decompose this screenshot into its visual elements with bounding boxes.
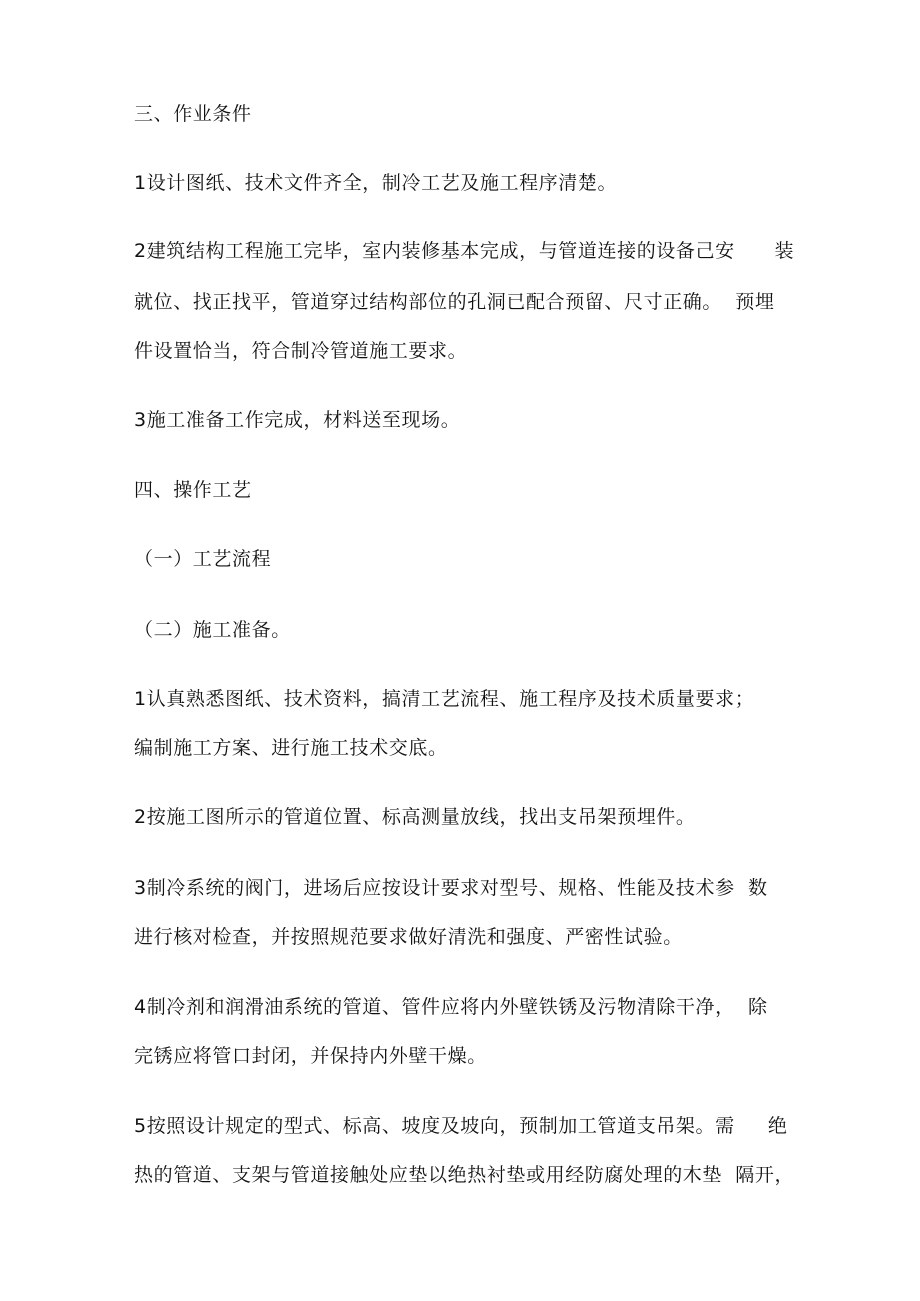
- paragraph-line: 2按施工图所示的管道位置、标高测量放线，找出支吊架预埋件。: [134, 806, 696, 828]
- paragraph-line: 4制冷剂和润滑油系统的管道、管件应将内外壁铁锈及污物清除干净， 除: [134, 996, 768, 1018]
- section-heading-work-conditions: 三、作业条件: [134, 103, 252, 125]
- paragraph-line: 1认真熟悉图纸、技术资料，搞清工艺流程、施工程序及技术质量要求；: [134, 688, 755, 710]
- paragraph-line: 完锈应将管口封闭，并保持内外壁干燥。: [134, 1045, 487, 1067]
- paragraph-line: 3制冷系统的阀门，进场后应按设计要求对型号、规格、性能及技术参 数: [134, 877, 768, 899]
- paragraph-line: 3施工准备工作完成，材料送至现场。: [134, 409, 461, 431]
- subsection-heading-process-flow: （一）工艺流程: [134, 548, 272, 570]
- paragraph-line: 进行核对检查，并按照规范要求做好清洗和强度、严密性试验。: [134, 926, 683, 948]
- section-heading-operation-process: 四、操作工艺: [134, 479, 252, 501]
- paragraph-line: 就位、找正找平，管道穿过结构部位的孔洞已配合预留、尺寸正确。 预埋: [134, 291, 775, 313]
- subsection-heading-preparation: （二）施工准备。: [134, 619, 291, 641]
- paragraph-line: 2建筑结构工程施工完毕，室内装修基本完成，与管道连接的设备己安 装: [134, 240, 795, 262]
- paragraph-line: 5按照设计规定的型式、标高、坡度及坡向，预制加工管道支吊架。需 绝: [134, 1115, 788, 1137]
- paragraph-line: 件设置恰当，符合制冷管道施工要求。: [134, 340, 468, 362]
- paragraph-line: 编制施工方案、进行施工技术交底。: [134, 737, 448, 759]
- paragraph-line: 1设计图纸、技术文件齐全，制冷工艺及施工程序清楚。: [134, 172, 618, 194]
- paragraph-line: 热的管道、支架与管道接触处应垫以绝热衬垫或用经防腐处理的木垫 隔开，: [134, 1164, 795, 1186]
